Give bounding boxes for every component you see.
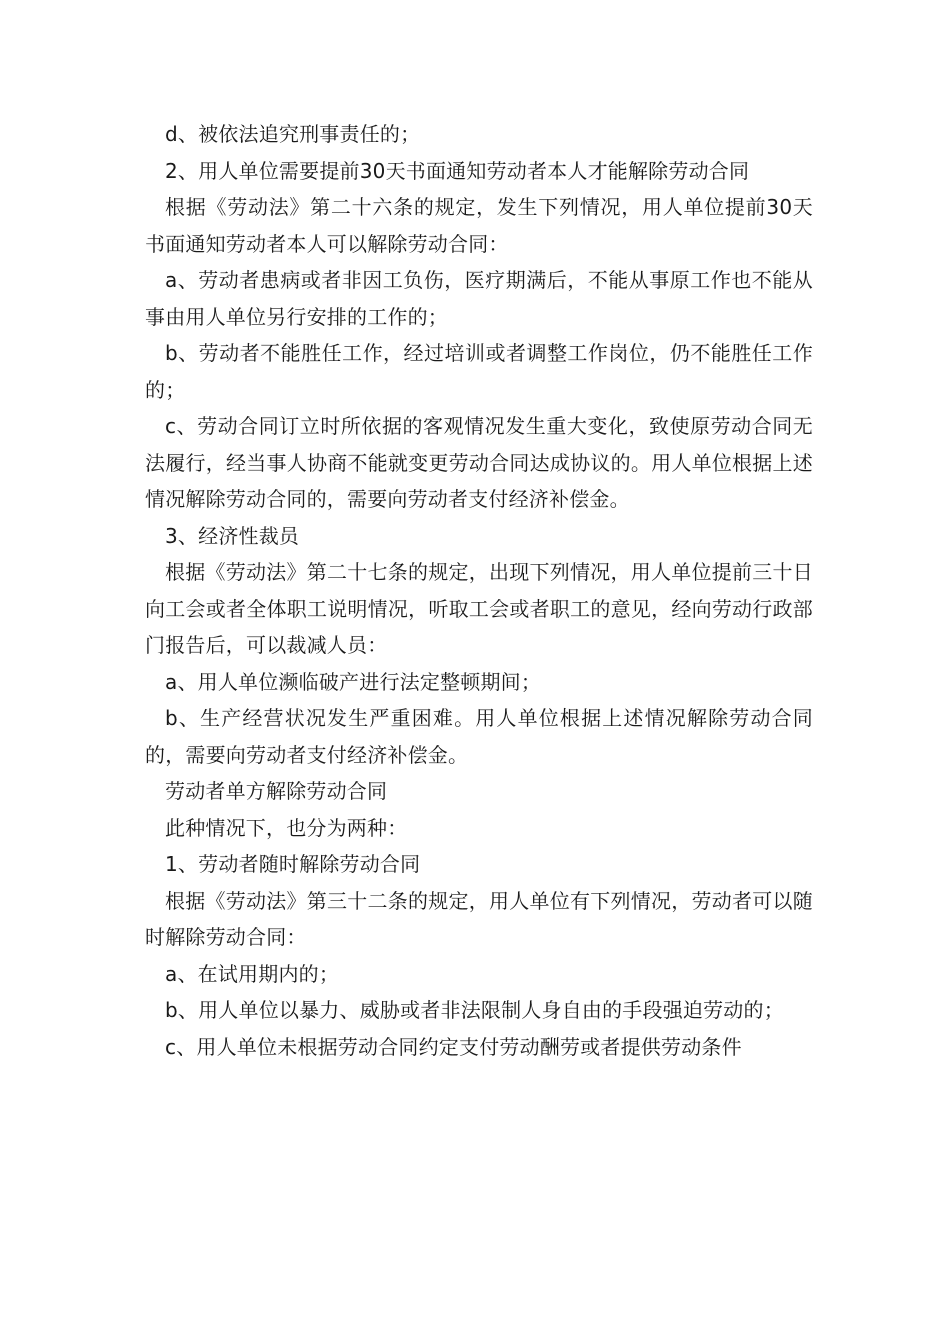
paragraph-clause-b-incompetent: b、劳动者不能胜任工作，经过培训或者调整工作岗位，仍不能胜任工作的； [145, 341, 813, 402]
paragraph-clause-c-circumstance-change: c、劳动合同订立时所依据的客观情况发生重大变化，致使原劳动合同无法履行，经当事人协商不能就变更劳动合同达成协议的。用人单位根据上述情况解除劳动合同的，需要向劳动者支付经济补偿金。 [145, 414, 813, 511]
paragraph-heading-30-day-notice: 2、用人单位需要提前30天书面通知劳动者本人才能解除劳动合同 [165, 158, 750, 183]
paragraph-heading-immediate-termination: 1、劳动者随时解除劳动合同 [165, 852, 421, 876]
paragraph-heading-economic-layoff: 3、经济性裁员 [165, 523, 300, 548]
paragraph-clause-b-difficulty: b、生产经营状况发生严重困难。用人单位根据上述情况解除劳动合同的，需要向劳动者支付经济补偿金。 [145, 706, 813, 767]
paragraph-clause-a-bankruptcy: a、用人单位濒临破产进行法定整顿期间； [165, 669, 542, 694]
paragraph-article-27: 根据《劳动法》第二十七条的规定，出现下列情况，用人单位提前三十日向工会或者全体职工说明情况，听取工会或者职工的意见，经向劳动行政部门报告后，可以裁减人员： [145, 560, 813, 657]
paragraph-clause-b-forced-labor: b、用人单位以暴力、威胁或者非法限制人身自由的手段强迫劳动的； [165, 998, 784, 1022]
paragraph-clause-a-probation: a、在试用期内的； [165, 961, 340, 986]
paragraph-article-32: 根据《劳动法》第三十二条的规定，用人单位有下列情况，劳动者可以随时解除劳动合同： [145, 888, 813, 949]
paragraph-two-types: 此种情况下，也分为两种： [165, 815, 408, 840]
document-body [145, 116, 813, 1065]
paragraph-clause-c-unpaid: c、用人单位未根据劳动合同约定支付劳动酬劳或者提供劳动条件 [165, 1034, 742, 1059]
paragraph-clause-d-criminal: d、被依法追究刑事责任的； [165, 122, 421, 146]
paragraph-heading-employee-termination: 劳动者单方解除劳动合同 [165, 779, 388, 803]
paragraph-clause-a-illness: a、劳动者患病或者非因工负伤，医疗期满后，不能从事原工作也不能从事由用人单位另行安排的工作的； [145, 268, 813, 329]
paragraph-article-26: 根据《劳动法》第二十六条的规定，发生下列情况，用人单位提前30天书面通知劳动者本人可以解除劳动合同： [145, 195, 813, 256]
